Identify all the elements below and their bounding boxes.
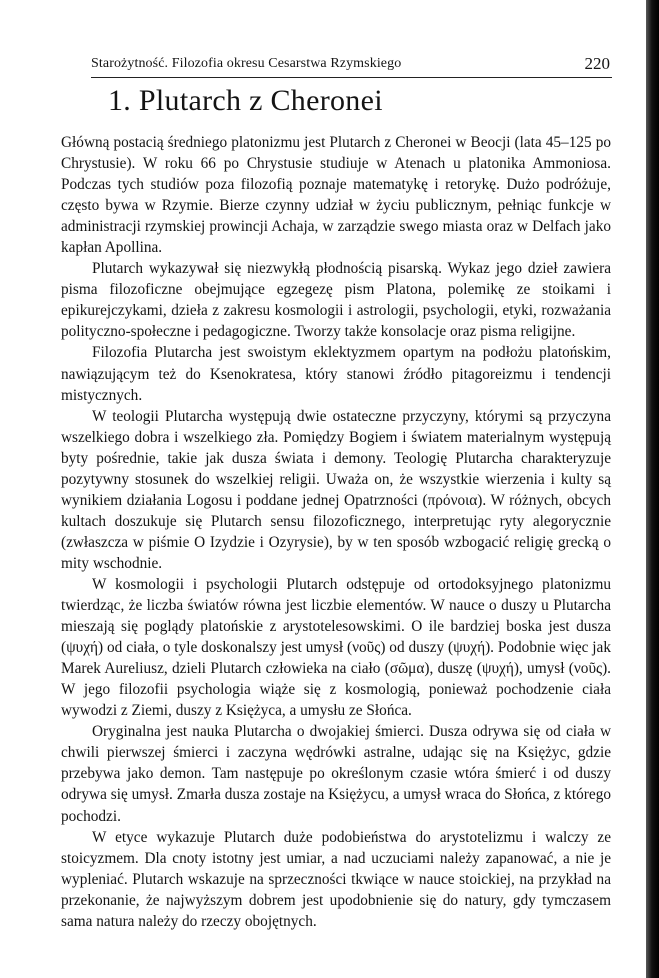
body-text (61, 132, 611, 932)
paragraph: W kosmologii i psychologii Plutarch odstępuje od ortodoksyjnego platonizmu twierdząc, że liczba światów równa jest liczbie elementów. W nauce o duszy u Plutarcha mieszają się poglądy platońskie z arystotelesowskimi. O ile bardziej boska jest dusza (ψυχή) od ciała, o tyle doskonalszy jest umysł (νοῦς) od duszy (ψυχή). Podobnie więc jak Marek Aureliusz, dzieli Plutarch człowieka na ciało (σῶμα), duszę (ψυχή), umysł (νοῦς). W jego filozofii psychologia wiąże się z kosmologią, ponieważ pochodzenie ciała wywodzi z Ziemi, duszy z Księżyca, a umysłu ze Słońca. (61, 575, 611, 720)
running-header (91, 55, 612, 78)
paragraph: Filozofia Plutarcha jest swoistym eklektyzmem opartym na podłożu platońskim, nawiązującym też do Ksenokratesa, który stanowi źródło pitagoreizmu i tendencji mistycznych. (61, 344, 611, 404)
paragraph: Oryginalna jest nauka Plutarcha o dwojakiej śmierci. Dusza odrywa się od ciała w chwili pierwszej śmierci i zaczyna wędrówki astralne, udając się na Księżyc, gdzie przebywa jako demon. Tam następuje po określonym czasie wtóra śmierć i od duszy odrywa się umysł. Zmarła dusza zostaje na Księżycu, a umysł wraca do Słońca, z którego pochodzi. (61, 723, 611, 825)
page-number: 220 (584, 54, 610, 73)
paragraph: Główną postacią średniego platonizmu jest Plutarch z Cheronei w Beocji (lata 45–125 po Chrystusie). W roku 66 po Chrystusie studiuje w Atenach u platonika Ammoniosa. Podczas tych studiów poza filozofią poznaje matematykę i retorykę. Dużo podróżuje, często bywa w Rzymie. Bierze czynny udział w życiu publicznym, pełniąc funkcje w administracji rzymskiej prowincji Achaja, w zarządzie swego miasta oraz w Delfach jako kapłan Apollina. (61, 134, 611, 257)
paragraph: Plutarch wykazywał się niezwykłą płodnością pisarską. Wykaz jego dzieł zawiera pisma filozoficzne obejmujące egzegezę pism Platona, polemikę ze stoikami i epikurejczykami, dzieła z zakresu kosmologii i astrologii, psychologii, etyki, rozważania polityczno-społeczne i pedagogiczne. Tworzy także konsolacje oraz pisma religijne. (61, 260, 611, 341)
chapter-title: 1. Plutarch z Cheronei (108, 84, 383, 117)
paragraph: W teologii Plutarcha występują dwie ostateczne przyczyny, którymi są przyczyna wszelkiego dobra i wszelkiego zła. Pomiędzy Bogiem i światem materialnym występują byty pośrednie, takie jak dusza świata i demony. Teologię Plutarcha charakteryzuje pozytywny stosunek do wszelkiej religii. Uważa on, że wszystkie wierzenia i kulty są wynikiem działania Logosu i poddane jednej Opatrzności (πρόνοια). W różnych, obcych kultach doszukuje się Plutarch sensu filozoficznego, interpretując ryty alegorycznie (zwłaszcza w piśmie O Izydzie i Ozyrysie), by w ten sposób wzbogacić religię grecką o mity wschodnie. (61, 407, 611, 572)
paragraph: W etyce wykazuje Plutarch duże podobieństwa do arystotelizmu i walczy ze stoicyzmem. Dla cnoty istotny jest umiar, a nad uczuciami należy zapanować, a nie je wypleniać. Plutarch wskazuje na sprzeczności tkwiące w nauce stoickiej, na przykład na przekonanie, że najwyższym dobrem jest upodobnienie się do natury, gdy tymczasem sama natura należy do rzeczy obojętnych. (61, 828, 611, 930)
running-title: Starożytność. Filozofia okresu Cesarstwa Rzymskiego (91, 56, 402, 71)
scan-page-edge (646, 0, 659, 978)
